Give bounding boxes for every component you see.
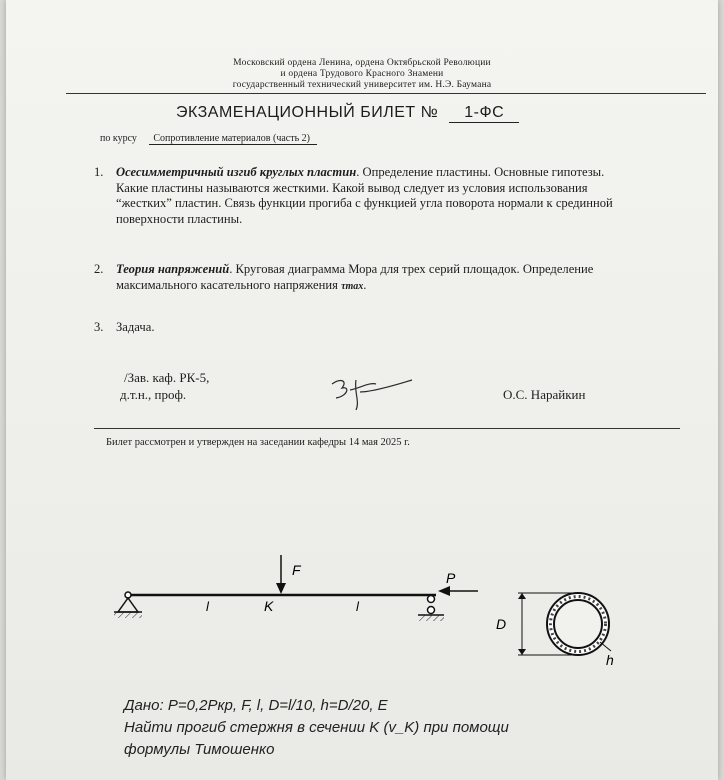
question-2-tail: . — [363, 277, 367, 292]
ticket-title-text: ЭКЗАМЕНАЦИОННЫЙ БИЛЕТ № — [176, 104, 439, 121]
force-P-arrow — [438, 586, 478, 596]
ticket-number: 1-ФС — [449, 104, 519, 123]
span-right-label: l — [356, 599, 359, 614]
signatory-position-1: /Зав. каф. РК-5, — [124, 370, 210, 385]
question-2-heading: Теория напряжений — [116, 262, 230, 276]
question-3-text: Задача. — [116, 320, 155, 334]
signatory-position-2: д.т.н., проф. — [120, 387, 187, 402]
given-line-3: формулы Тимошенко — [124, 741, 275, 758]
question-1-text: . Определение пластины. Основные гипотезы. Какие пластины называются жесткими. Какой вывод следует из условия использования “жестких” пластин. Связь функции прогиба с функцией угла поворота нормали к срединной поверхности пластины. — [116, 165, 613, 226]
diameter-label: D — [496, 616, 507, 632]
span-left-label: l — [206, 599, 209, 614]
university-header-line-1: Московский ордена Ленина, ордена Октябрьской Революции — [233, 58, 491, 68]
course-line — [100, 133, 317, 145]
given-line-1: Дано: P=0,2Pкр, F, l, D=l/10, h=D/20, E — [124, 697, 388, 714]
question-2-text: . Круговая диаграмма Мора для трех серий площадок. Определение максимального касательного напряжения — [116, 262, 594, 292]
university-header-line-2: и ордена Трудового Красного Знамени — [280, 69, 444, 79]
signature-divider — [94, 428, 680, 429]
header-divider — [66, 93, 706, 94]
tau-max-symbol: τmax — [341, 280, 364, 292]
question-3-number: 3. — [94, 320, 104, 334]
question-1-heading: Осесимметричный изгиб круглых пластин — [116, 165, 357, 179]
question-2-number: 2. — [94, 262, 104, 276]
force-F-arrow — [276, 555, 286, 594]
handwritten-signature — [326, 370, 416, 415]
right-roller-support — [418, 596, 444, 622]
signatory-name: О.С. Нарайкин — [503, 387, 586, 402]
force-P-label: P — [446, 570, 456, 586]
question-1 — [94, 165, 614, 227]
course-label: по курсу — [100, 133, 137, 144]
approval-note: Билет рассмотрен и утвержден на заседании кафедры 14 мая 2025 г. — [106, 437, 410, 448]
question-1-number: 1. — [94, 165, 104, 179]
pipe-cross-section — [518, 593, 611, 655]
section-K-label: K — [264, 598, 274, 614]
course-value: Сопротивление материалов (часть 2) — [149, 133, 317, 145]
force-F-label: F — [292, 562, 301, 578]
beam-diagram — [106, 545, 636, 670]
question-3 — [94, 320, 614, 336]
exam-ticket-page — [6, 0, 718, 780]
thickness-label: h — [606, 652, 614, 668]
given-line-2: Найти прогиб стержня в сечении K (v_K) при помощи — [124, 719, 509, 736]
question-2 — [94, 262, 614, 294]
ticket-title — [176, 104, 519, 123]
university-header-line-3: государственный технический университет им. Н.Э. Баумана — [232, 80, 492, 90]
